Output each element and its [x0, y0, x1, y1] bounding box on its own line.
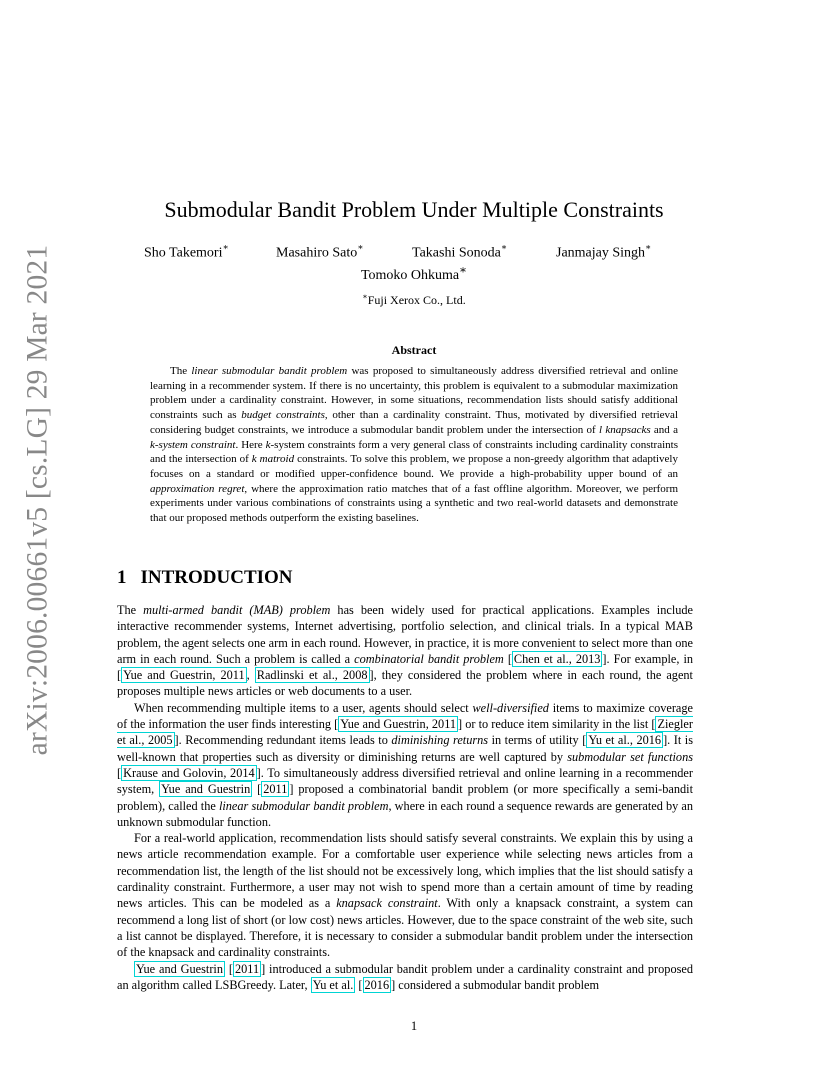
emphasis-text: approximation regret: [150, 482, 245, 495]
emphasis-text: well-diversified: [472, 700, 549, 715]
text-run: The: [117, 603, 144, 617]
author-block: [120, 243, 708, 284]
author-mark: ∗: [459, 263, 468, 276]
author-1: [144, 243, 229, 262]
body-paragraph: [117, 961, 693, 994]
affiliation-mark: ∗: [362, 292, 368, 301]
citation-link[interactable]: Yue and Guestrin, 2011: [340, 717, 457, 732]
body-paragraph: [117, 830, 693, 960]
text-run: ]. For example, in [: [117, 651, 694, 683]
citation-link[interactable]: Yue and Guestrin, 2011: [123, 668, 245, 683]
text-run: [: [503, 651, 512, 666]
author-mark: ∗: [357, 242, 364, 252]
emphasis-text: submodular set functions: [567, 749, 694, 764]
emphasis-text: k matroid: [251, 453, 295, 466]
text-run: constraints. To solve this problem, we propose a non-greedy algorithm that adaptively focuses on a standard or modified upper-confidence bound. We provide a high-probability upper bound of an: [150, 453, 678, 480]
section-title: INTRODUCTION: [140, 567, 293, 588]
abstract-heading: Abstract: [391, 343, 437, 357]
section-heading: [117, 567, 293, 589]
text-run: in terms of utility [: [488, 733, 587, 748]
author-name: Masahiro Sato: [276, 245, 358, 261]
body-paragraph: [117, 700, 693, 830]
body-paragraph: [117, 602, 693, 700]
text-run: and a: [650, 423, 678, 436]
text-run: has been widely used for practical applications. Examples include interactive recommender systems, Internet advertising, portfolio selection, and clinical trials. In a typical MAB problem, the agent selects one arm in each round. However, in practice, it is more convenient to select more than one arm in each round. Such a problem is called a: [117, 603, 693, 666]
paper-title: Submodular Bandit Problem Under Multiple Constraints: [164, 197, 664, 222]
author-name: Sho Takemori: [144, 245, 223, 261]
author-mark: ∗: [500, 242, 507, 252]
citation-link[interactable]: Yu et al., 2016: [588, 733, 662, 748]
text-run: ], they considered the problem where in each round, the agent proposes multiple news articles or web documents to a user.: [117, 668, 693, 699]
text-run: . Here: [235, 438, 266, 451]
abstract-paragraph: [150, 364, 678, 526]
arxiv-identifier: arXiv:2006.00661v5 [cs.LG] 29 Mar 2021: [21, 244, 54, 756]
page-number: 1: [410, 1019, 418, 1033]
citation-link[interactable]: Yue and Guestrin: [161, 782, 251, 797]
text-run: [: [224, 961, 233, 976]
citation-link[interactable]: Yu et al.: [312, 977, 354, 992]
introduction-body: [117, 602, 693, 993]
text-run: [: [252, 782, 262, 797]
text-run: The: [170, 365, 192, 377]
text-run: ] or to reduce item similarity in the list [: [458, 717, 656, 732]
emphasis-text: diminishing returns: [391, 733, 489, 748]
author-mark: ∗: [222, 242, 229, 252]
emphasis-text: knapsack constraint: [336, 896, 438, 911]
text-run: ]. To simultaneously address diversified retrieval and online learning in a recommender system,: [117, 765, 693, 797]
section-number: 1: [117, 567, 127, 588]
text-run: was proposed to simultaneously address diversified retrieval and online learning in a recommender system. If there is no uncertainty, this problem is equivalent to a submodular maximization problem under a cardinality constraint. However, in some situations, recommendation lists should satisfy additional constraints such as: [150, 365, 678, 422]
affiliation-name: Fuji Xerox Co., Ltd.: [367, 293, 466, 307]
text-run: ] proposed a combinatorial bandit problem (or more specifically a semi-bandit problem), called the: [117, 782, 693, 813]
author-5: [360, 263, 468, 283]
author-mark: ∗: [645, 242, 652, 252]
emphasis-text: multi-armed bandit (MAB) problem: [143, 603, 331, 617]
text-run: [: [355, 977, 363, 992]
citation-link[interactable]: Krause and Golovin, 2014: [123, 765, 255, 780]
citation-link[interactable]: Radlinski et al., 2008: [256, 668, 368, 683]
text-run: items to maximize coverage of the information the user finds interesting [: [117, 700, 693, 732]
text-run: ,: [246, 668, 255, 683]
author-3: [412, 243, 507, 262]
text-run: ] considered a submodular bandit problem: [391, 977, 600, 992]
author-2: [276, 243, 363, 262]
emphasis-text: k: [265, 438, 271, 451]
text-run: , other than a cardinality constraint. Thus, motivated by diversified retrieval considering budget constraints, we introduce a submodular bandit problem under the intersection of: [150, 409, 678, 436]
emphasis-text: k-system constraint: [150, 438, 236, 451]
emphasis-text: combinatorial bandit problem: [354, 651, 504, 666]
author-name: Takashi Sonoda: [412, 245, 501, 261]
abstract-body: [150, 364, 678, 526]
author-4: [556, 243, 651, 262]
citation-link[interactable]: Ziegler et al., 2005: [117, 717, 693, 748]
emphasis-text: budget constraints: [241, 409, 325, 422]
affiliation: [0, 292, 828, 308]
author-name: Tomoko Ohkuma: [360, 267, 460, 283]
citation-link[interactable]: Yue and Guestrin: [136, 961, 223, 976]
text-run: -system constraints form a very general class of constraints including cardinality constraints and the intersection of: [150, 438, 678, 466]
emphasis-text: l knapsacks: [599, 423, 651, 436]
text-run: . With only a knapsack constraint, a system can recommend a long list of short (or low cost) news articles. However, due to the space constraint of the web site, such a list cannot be displayed. Therefore, it is necessary to consider a submodular bandit problem under the intersection of the knapsack and cardinality constraints.: [117, 896, 693, 960]
citation-link[interactable]: 2016: [364, 977, 390, 992]
emphasis-text: linear submodular bandit problem: [191, 365, 348, 377]
text-run: When recommending multiple items to a user, agents should select: [134, 700, 473, 715]
text-run: ] introduced a submodular bandit problem under a cardinality constraint and proposed an algorithm called LSBGreedy. Later,: [117, 961, 693, 992]
text-run: , where in each round a sequence rewards are generated by an unknown submodular function.: [117, 798, 694, 829]
citation-link[interactable]: Chen et al., 2013: [513, 651, 601, 666]
text-run: For a real-world application, recommendation lists should satisfy several constraints. We explain this by using a news article recommendation example. For a comfortable user experience while selecting news articles from a recommendation list, the length of the list should not be excessively long, which implies that the list should satisfy a cardinality constraint. Furthermore, a user may not wish to spend more than a certain amount of time by reading news articles. This can be modeled as a: [117, 831, 693, 911]
text-run: ]. It is well-known that properties such as diversity or diminishing returns are well captured by: [117, 733, 693, 764]
text-run: ]. Recommending redundant items leads to: [174, 733, 392, 748]
text-run: [: [117, 765, 122, 780]
author-name: Janmajay Singh: [556, 245, 646, 261]
citation-link[interactable]: 2011: [263, 782, 288, 797]
citation-link[interactable]: 2011: [234, 961, 260, 976]
text-run: , where the approximation ratio matches that of a fast offline algorithm. Moreover, we perform experiments under various combinations of constraints using a synthetic and two real-world datasets and demonstrate that our proposed methods outperform the existing baselines.: [150, 482, 678, 525]
emphasis-text: linear submodular bandit problem: [218, 798, 389, 813]
